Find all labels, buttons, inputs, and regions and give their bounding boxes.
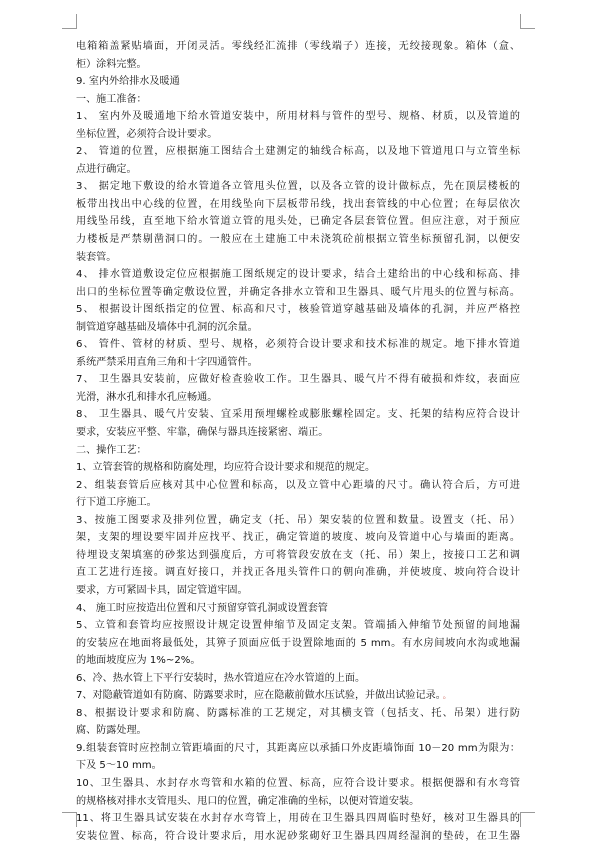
line-text: 6、冷、热水管上下平行安装时，热水管道应在冷水管道的上面。 bbox=[76, 672, 366, 684]
line-text: 4、 施工时应按造出位置和尺寸预留穿管孔洞或设置套管 bbox=[76, 602, 328, 614]
line-text: 架，支架的埋设要牢固并应找平、找正，确定管道的坡度、坡向及管道中心与墙面的距离。 bbox=[76, 532, 520, 544]
line-text: 系统严禁采用直角三角和十字四通管件。 bbox=[76, 356, 258, 368]
text-line bbox=[76, 424, 520, 442]
text-line bbox=[76, 793, 520, 811]
text-line bbox=[76, 757, 520, 775]
text-line bbox=[76, 477, 520, 495]
line-text: 装套管。 bbox=[76, 251, 117, 263]
line-text: 8、 卫生器具、暖气片安装、宜采用预埋螺栓或膨胀螺栓固定。支、托架的结构应符合设计 bbox=[76, 409, 520, 421]
text-line bbox=[76, 582, 520, 600]
crop-mark-bottom-left bbox=[62, 812, 77, 827]
text-line bbox=[76, 108, 520, 126]
line-text: 5、立管和套管均应按照设计规定设置伸缩节及固定支架。管端插入伸缩节处预留的间地漏 bbox=[76, 620, 520, 632]
line-text: 8、根据设计要求和防腐、防露标准的工艺规定，对其横支管（包括支、托、吊架）进行防 bbox=[76, 707, 520, 719]
line-text: 制管道穿越基础及墙体中孔洞的沉余量。 bbox=[76, 321, 258, 333]
text-line bbox=[76, 670, 520, 688]
text-line bbox=[76, 284, 520, 302]
line-text: 9.组装套管时应控制立管距墙面的尺寸，其距离应以承插口外皮距墙饰面 10－20 mm为限为： bbox=[76, 742, 520, 754]
line-text: 行下道工序施工。 bbox=[76, 497, 157, 509]
text-line bbox=[76, 600, 520, 618]
text-line bbox=[76, 406, 520, 424]
line-text: 要求，方可紧固卡具，固定管道牢固。 bbox=[76, 584, 248, 596]
line-text: 二、操作工艺： bbox=[76, 444, 147, 456]
text-line bbox=[76, 652, 520, 670]
text-line bbox=[76, 249, 520, 267]
text-line bbox=[76, 529, 520, 547]
crop-mark-top-right bbox=[520, 14, 535, 29]
text-line bbox=[76, 740, 520, 758]
line-text: 3、 据定地下敷设的给水管道各立管甩头位置，以及各立管的设计做标点，先在顶层楼板的 bbox=[76, 181, 520, 193]
line-text: 2、 管道的位置，应根据施工图结合土建测定的轴线合标高，以及地下管道甩口与立管坐标 bbox=[76, 146, 520, 158]
text-line bbox=[76, 126, 520, 144]
line-text: 的安装应在地面将最低处，其箅子顶面应低于设置除地面的 5 mm。有水房间坡向水沟或地漏 bbox=[76, 637, 520, 649]
line-text: 电箱箱盖紧贴墙面，开闭灵活。零线经汇流排（零线端子）连接，无绞接现象。箱体（盒、 bbox=[76, 41, 520, 52]
text-line bbox=[76, 547, 520, 565]
text-line bbox=[76, 91, 520, 109]
line-text: 安装位置、标高，符合设计要求后，用水泥砂浆砌好卫生器具四周经湿润的垫砖，在卫生器 bbox=[76, 830, 520, 842]
line-text: 11、将卫生器具试安装在水封存水弯管上，用砖在卫生器具四周临时垫好，核对卫生器具的 bbox=[76, 813, 520, 825]
text-line bbox=[76, 705, 520, 723]
line-text: 坐标位置，必须符合设计要求。 bbox=[76, 128, 218, 140]
line-text: 5、 根据设计图纸指定的位置、标高和尺寸，核验管道穿越基础及墙体的孔洞，并应严格控 bbox=[76, 304, 520, 316]
line-text: 光滑，淋水孔和排水孔应畅通。 bbox=[76, 391, 218, 403]
line-text: 10、卫生器具、水封存水弯管和水箱的位置、标高，应符合设计要求。根据便器和有水弯管 bbox=[76, 777, 520, 789]
text-line bbox=[76, 687, 520, 705]
crop-mark-top-left bbox=[62, 14, 77, 29]
line-text: 1、立管套管的规格和防腐处理，均应符合设计要求和规范的规定。 bbox=[76, 462, 376, 474]
line-text: 2、组装套管后应核对其中心位置和标高，以及立管中心距墙的尺寸。确认符合后，方可进 bbox=[76, 479, 520, 491]
line-text: 出口的坐标位置等确定敷设位置，并确定各排水立管和卫生器具、暖气片甩头的位置与标高。 bbox=[76, 286, 520, 298]
text-line bbox=[76, 810, 520, 828]
text-line bbox=[76, 196, 520, 214]
line-text: 直工艺进行连接。调直好接口，并找正各甩头管件口的朝向准确，并使坡度、坡向符合设计 bbox=[76, 567, 520, 579]
line-text: 一、施工准备： bbox=[76, 93, 147, 105]
line-text: 6、 管件、管材的材质、型号、规格，必须符合设计要求和技术标准的规定。地下排水管道 bbox=[76, 339, 520, 351]
line-text: 3、按施工图要求及排列位置，确定支（托、吊）架安装的位置和数量。设置支（托、吊） bbox=[76, 514, 520, 526]
text-line bbox=[76, 213, 520, 231]
text-line bbox=[76, 231, 520, 249]
text-line bbox=[76, 56, 520, 74]
line-text: 的规格核对排水支管甩头、甩口的位置，确定准确的坐标，以便对管道安装。 bbox=[76, 795, 420, 807]
text-line bbox=[76, 828, 520, 846]
line-text: 待埋设支架填塞的砂浆达到强度后，方可将管段安放在支（托、吊）架上，按接口工艺和调 bbox=[76, 549, 520, 561]
text-line bbox=[76, 512, 520, 530]
text-line bbox=[76, 442, 520, 460]
line-text: 7、 卫生器具安装前，应做好检查验收工作。卫生器具、暖气片不得有破损和炸纹，表面应 bbox=[76, 374, 520, 386]
text-line bbox=[76, 336, 520, 354]
text-line bbox=[76, 266, 520, 284]
line-text: 的地面坡度应为 1%~2%。 bbox=[76, 655, 201, 667]
line-text: 柜）涂料完整。 bbox=[76, 58, 147, 70]
line-text: 板带出找出中心线的位置，在用线坠向下层板带吊线，找出套管线的中心位置；在每层依次 bbox=[76, 198, 520, 210]
line-text: 点进行确定。 bbox=[76, 163, 137, 175]
document-body bbox=[76, 38, 520, 845]
text-line bbox=[76, 178, 520, 196]
text-line bbox=[76, 775, 520, 793]
line-text: 要求，安装应平整、牢靠，确保与器具连接紧密、端正。 bbox=[76, 427, 329, 439]
text-line bbox=[76, 371, 520, 389]
text-line bbox=[76, 459, 520, 477]
crop-mark-bottom-right bbox=[520, 812, 535, 827]
text-line bbox=[76, 38, 520, 56]
line-text: 7、对隐蔽管道如有防腐、防露要求时，应在隐蔽前做水压试验，并做出试验记录。 bbox=[76, 690, 441, 702]
text-line bbox=[76, 143, 520, 161]
text-line bbox=[76, 389, 520, 407]
text-line bbox=[76, 73, 520, 91]
line-text: 下及 5～10 mm。 bbox=[76, 760, 162, 772]
text-line bbox=[76, 635, 520, 653]
line-text: 力楼板是严禁剔凿洞口的。一般应在土建施工中未浇筑砼前根据立管坐标预留孔洞，以便安 bbox=[76, 234, 520, 246]
line-text: 腐、防露处理。 bbox=[76, 725, 147, 737]
revision-mark: 。 bbox=[442, 691, 451, 701]
text-line bbox=[76, 354, 520, 372]
text-line bbox=[76, 319, 520, 337]
line-text: 9. 室内外给排水及暖通 bbox=[76, 76, 180, 88]
text-line bbox=[76, 494, 520, 512]
text-line bbox=[76, 722, 520, 740]
line-text: 4、 排水管道敷设定位应根据施工图纸规定的设计要求，结合土建给出的中心线和标高、排 bbox=[76, 269, 520, 281]
text-line bbox=[76, 564, 520, 582]
text-line bbox=[76, 617, 520, 635]
line-text: 1、 室内外及暖通地下给水管道安装中，所用材料与管件的型号、规格、材质，以及管道的 bbox=[76, 111, 520, 123]
text-line bbox=[76, 161, 520, 179]
text-line bbox=[76, 301, 520, 319]
line-text: 用线坠吊线，直至地下给水管道立管的甩头处，已确定各层套管位置。但应注意，对于预应 bbox=[76, 216, 520, 228]
